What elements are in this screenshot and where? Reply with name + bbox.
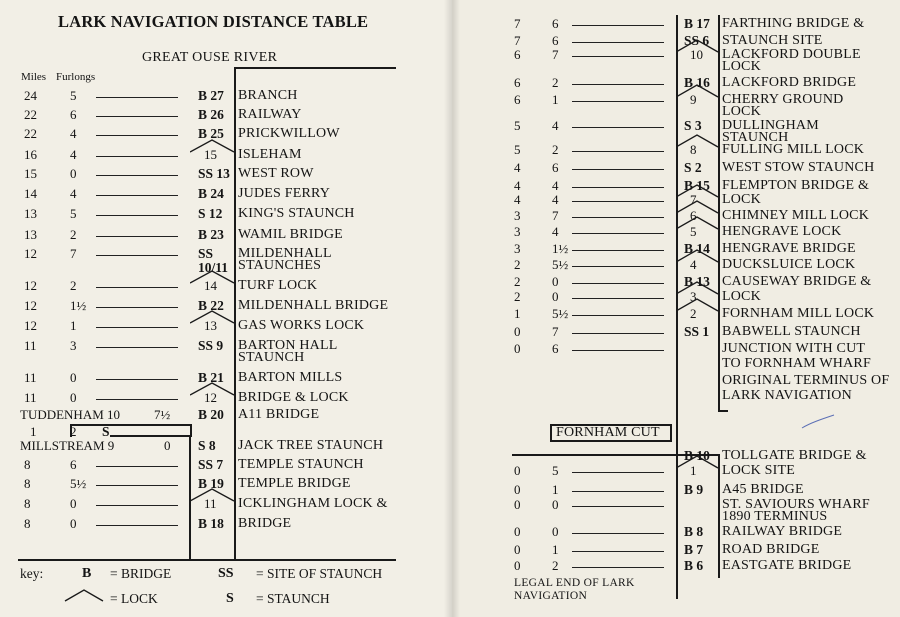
leader-line (96, 255, 178, 256)
lock-icon (676, 134, 720, 148)
miles-value: 11 (24, 370, 37, 385)
leader-line (96, 379, 178, 380)
miles-value: 14 (24, 186, 37, 201)
site-name: LARK NAVIGATION (722, 388, 852, 403)
site-name: EASTGATE BRIDGE (722, 558, 852, 573)
fornham-cut-vertical (718, 454, 720, 578)
site-name: BARTON HALL (238, 338, 338, 353)
leader-line (572, 491, 664, 492)
miles-value: 22 (24, 126, 37, 141)
site-name: ICKLINGHAM LOCK & (238, 496, 388, 511)
miles-value: 1 (30, 424, 37, 439)
site-code: B 8 (684, 524, 704, 539)
site-name: KING'S STAUNCH (238, 206, 355, 221)
leader-line (572, 350, 664, 351)
furlongs-value: 2 (552, 142, 559, 157)
leader-line (96, 236, 178, 237)
site-code: B 17 (684, 16, 710, 31)
leader-line (572, 84, 664, 85)
lock-icon (676, 281, 720, 295)
site-name: CHERRY GROUND (722, 92, 844, 107)
leader-line (572, 551, 664, 552)
site-code: S 8 (198, 438, 216, 453)
furlongs-value: 5 (70, 88, 77, 103)
furlongs-value: 0 (552, 274, 559, 289)
site-name: RAILWAY BRIDGE (722, 524, 843, 539)
site-code: SS 13 (198, 166, 230, 181)
leader-line (96, 505, 178, 506)
leader-line (572, 101, 664, 102)
site-code: SS 6 (684, 33, 710, 48)
site-name: ORIGINAL TERMINUS OF (722, 373, 890, 388)
site-name: TO FORNHAM WHARF (722, 356, 871, 371)
site-name: LACKFORD BRIDGE (722, 75, 857, 90)
miles-value: 8 (24, 476, 31, 491)
furlongs-value: 5 (552, 463, 559, 478)
furlongs-value: 1 (552, 542, 559, 557)
site-code: 1 (690, 463, 697, 478)
lock-icon (190, 488, 236, 502)
lock-icon (190, 310, 236, 324)
miles-value: 0 (514, 341, 521, 356)
site-name: BRANCH (238, 88, 298, 103)
leader-line (96, 156, 178, 157)
furlongs-value: 4 (552, 224, 559, 239)
furlongs-value: 6 (552, 33, 559, 48)
leader-line (572, 298, 664, 299)
site-code: B 9 (684, 482, 704, 497)
miles-value: 4 (514, 160, 521, 175)
site-name: ST. SAVIOURS WHARF (722, 497, 870, 512)
site-code: B 16 (684, 75, 710, 90)
site-name: FLEMPTON BRIDGE & (722, 178, 870, 193)
site-code: 15 (204, 147, 217, 162)
site-code: B 22 (198, 298, 224, 313)
site-name: JACK TREE STAUNCH (238, 438, 384, 453)
leader-line (96, 485, 178, 486)
furlongs-value: 0 (70, 516, 77, 531)
site-code: 3 (690, 289, 697, 304)
furlongs-value: 7 (552, 324, 559, 339)
furlongs-value: 0 (552, 497, 559, 512)
leader-line (96, 347, 178, 348)
leader-line (572, 42, 664, 43)
furlongs-value: 5½ (70, 476, 87, 491)
lock-icon (676, 184, 720, 198)
site-code: S 2 (684, 160, 702, 175)
furlongs-value: 3 (70, 338, 77, 353)
furlongs-value: 7 (552, 208, 559, 223)
furlongs-value: 7 (70, 246, 77, 261)
leader-line (96, 399, 178, 400)
site-code: 4 (690, 257, 697, 272)
site-name-line2: STAUNCHES (238, 258, 322, 273)
miles-value: 8 (24, 516, 31, 531)
miles-value: 16 (24, 147, 37, 162)
site-code: B 15 (684, 178, 710, 193)
miles-header: Miles (21, 71, 47, 83)
furlongs-value: 1 (552, 482, 559, 497)
key-staunch-code: S (226, 591, 234, 606)
site-name: HENGRAVE BRIDGE (722, 241, 856, 256)
miles-value: 0 (514, 558, 521, 573)
tuddenham-connector (70, 424, 192, 437)
leader-line (572, 533, 664, 534)
site-code: 11 (204, 496, 217, 511)
miles-value: 3 (514, 224, 521, 239)
leader-line (572, 567, 664, 568)
river-top-line (236, 67, 396, 69)
site-name: FULLING MILL LOCK (722, 142, 865, 157)
lock-icon (676, 39, 720, 53)
site-code: S 12 (198, 206, 223, 221)
lock-icon (676, 216, 720, 230)
site-code: 12 (204, 390, 217, 405)
furlongs-value: 4 (70, 126, 77, 141)
miles-value: 5 (514, 142, 521, 157)
leader-line (572, 315, 664, 316)
site-name: CHIMNEY MILL LOCK (722, 208, 870, 223)
furlongs-value: 2 (552, 75, 559, 90)
page-title: LARK NAVIGATION DISTANCE TABLE (58, 12, 369, 31)
leader-line (572, 283, 664, 284)
miles-value: 8 (24, 496, 31, 511)
furlongs-value: 0 (552, 289, 559, 304)
leader-line (572, 233, 664, 234)
miles-value: 12 (24, 278, 37, 293)
miles-value: 6 (514, 47, 521, 62)
miles-value: 3 (514, 208, 521, 223)
site-name: HENGRAVE LOCK (722, 224, 842, 239)
leader-line (96, 97, 178, 98)
furlongs-value: 4 (70, 186, 77, 201)
site-name: TURF LOCK (238, 278, 318, 293)
lock-icon (190, 382, 236, 396)
site-name: DUCKSLUICE LOCK (722, 257, 856, 272)
site-name: A11 BRIDGE (238, 407, 320, 422)
site-code: B 21 (198, 370, 224, 385)
miles-value: 8 (24, 457, 31, 472)
miles-value: 0 (514, 542, 521, 557)
miles-value: 0 (514, 497, 521, 512)
leader-line (96, 116, 178, 117)
miles-value: 13 (24, 227, 37, 242)
site-name: TOLLGATE BRIDGE & (722, 448, 867, 463)
miles-value: 11 (24, 338, 37, 353)
furlongs-value: 0 (70, 390, 77, 405)
site-code: 8 (690, 142, 697, 157)
site-name: ROAD BRIDGE (722, 542, 820, 557)
site-code: B 18 (198, 516, 224, 531)
lock-icon (676, 455, 720, 469)
leader-line (572, 217, 664, 218)
site-code: B 19 (198, 476, 224, 491)
furlongs-value: 5½ (552, 257, 569, 272)
furlongs-value: 4 (552, 178, 559, 193)
leader-line (96, 135, 178, 136)
leader-line (572, 25, 664, 26)
site-name-line2: 1890 TERMINUS (722, 509, 828, 524)
key-staunch-site-text: = SITE OF STAUNCH (256, 566, 383, 581)
site-name: RAILWAY (238, 107, 302, 122)
miles-value: 0 (514, 324, 521, 339)
furlongs-value: 5½ (552, 306, 569, 321)
pen-mark-icon (800, 413, 836, 431)
miles-value: MILLSTREAM 9 (20, 438, 115, 453)
leader-line (96, 287, 178, 288)
site-code: B 13 (684, 274, 710, 289)
site-name: MILDENHALL (238, 246, 332, 261)
site-code: SS 1 (684, 324, 710, 339)
leader-line (96, 175, 178, 176)
legal-end-line1: LEGAL END OF LARK (514, 577, 635, 589)
miles-value: 6 (514, 75, 521, 90)
leader-line (572, 56, 664, 57)
furlongs-value: 5 (70, 206, 77, 221)
site-code: SS 9 (198, 338, 224, 353)
miles-value: 24 (24, 88, 37, 103)
lock-icon (676, 249, 720, 263)
site-code: 2 (690, 306, 697, 321)
site-code: 5 (690, 224, 697, 239)
key-bridge-text: = BRIDGE (110, 566, 172, 581)
miles-value: 22 (24, 107, 37, 122)
site-code: SS (198, 246, 214, 261)
site-name: BRIDGE (238, 516, 292, 531)
lock-symbol-icon (64, 588, 104, 602)
leader-line (572, 250, 664, 251)
site-name: BABWELL STAUNCH (722, 324, 861, 339)
site-name-line2: STAUNCH (238, 350, 305, 365)
site-code: B 20 (198, 407, 224, 422)
leader-line (96, 466, 178, 467)
lock-icon (676, 298, 720, 312)
furlongs-value: 4 (552, 192, 559, 207)
leader-line (96, 195, 178, 196)
site-code: B 23 (198, 227, 224, 242)
site-code: 14 (204, 278, 217, 293)
furlongs-header: Furlongs (56, 71, 96, 83)
key-separator (18, 559, 396, 561)
furlongs-value: 6 (552, 160, 559, 175)
furlongs-value: 4 (552, 118, 559, 133)
miles-value: 4 (514, 178, 521, 193)
furlongs-value: 7 (552, 47, 559, 62)
site-code: B 14 (684, 241, 710, 256)
site-name: FARTHING BRIDGE & (722, 16, 865, 31)
leader-line (572, 169, 664, 170)
furlongs-value: 1½ (70, 298, 87, 313)
miles-value: 11 (24, 390, 37, 405)
miles-value: 6 (514, 92, 521, 107)
site-name: CAUSEWAY BRIDGE & (722, 274, 872, 289)
miles-value: 13 (24, 206, 37, 221)
miles-value: 4 (514, 192, 521, 207)
furlongs-value: 1½ (552, 241, 569, 256)
legal-end-line2: NAVIGATION (514, 590, 588, 602)
site-name: WEST ROW (238, 166, 314, 181)
site-code: B 25 (198, 126, 224, 141)
miles-value: 15 (24, 166, 37, 181)
key-bridge-code: B (82, 566, 92, 581)
miles-value: 12 (24, 246, 37, 261)
site-code: 7 (690, 192, 697, 207)
river-label: GREAT OUSE RIVER (142, 50, 278, 65)
furlongs-value: 6 (552, 341, 559, 356)
site-code: SS 7 (198, 457, 224, 472)
site-name: DULLINGHAM (722, 118, 819, 133)
site-code: B 7 (684, 542, 704, 557)
site-code: 13 (204, 318, 217, 333)
furlongs-value: 0 (70, 166, 77, 181)
site-code: S (102, 424, 110, 439)
site-name: GAS WORKS LOCK (238, 318, 365, 333)
site-code: 6 (690, 208, 697, 223)
site-name: WEST STOW STAUNCH (722, 160, 875, 175)
furlongs-value: 4 (70, 147, 77, 162)
site-name: JUDES FERRY (238, 186, 331, 201)
leader-line (96, 525, 178, 526)
key-staunch-text: = STAUNCH (256, 591, 330, 606)
furlongs-value: 6 (552, 16, 559, 31)
miles-value: 5 (514, 118, 521, 133)
miles-value: 12 (24, 298, 37, 313)
leader-line (96, 327, 178, 328)
miles-value: 7 (514, 33, 521, 48)
miles-value: 1 (514, 306, 521, 321)
site-name: LOCK (722, 192, 761, 207)
furlongs-value: 6 (70, 107, 77, 122)
leader-line (572, 187, 664, 188)
site-name-line2: LOCK (722, 59, 761, 74)
book-gutter (444, 0, 460, 617)
furlongs-value: 0 (164, 438, 171, 453)
lock-icon (676, 84, 720, 98)
leader-line (572, 201, 664, 202)
site-code-line2: 10/11 (198, 260, 229, 275)
furlongs-value: 0 (70, 496, 77, 511)
site-name: LACKFORD DOUBLE (722, 47, 861, 62)
site-name: STAUNCH SITE (722, 33, 823, 48)
leader-line (572, 127, 664, 128)
site-name: LOCK SITE (722, 463, 795, 478)
site-name: MILDENHALL BRIDGE (238, 298, 389, 313)
site-name: BARTON MILLS (238, 370, 343, 385)
site-name: LOCK (722, 289, 761, 304)
miles-value: 2 (514, 257, 521, 272)
leader-line (572, 472, 664, 473)
miles-value: 0 (514, 463, 521, 478)
fornham-cut-label: FORNHAM CUT (556, 425, 660, 440)
site-name-line2: STAUNCH (722, 130, 789, 145)
leader-line (96, 307, 178, 308)
site-name: FORNHAM MILL LOCK (722, 306, 875, 321)
miles-value: TUDDENHAM 10 (20, 407, 121, 422)
miles-value: 2 (514, 289, 521, 304)
lock-icon (676, 200, 720, 214)
furlongs-value: 2 (70, 227, 77, 242)
furlongs-value: 1 (552, 92, 559, 107)
site-code: B 27 (198, 88, 224, 103)
site-code: B 24 (198, 186, 224, 201)
leader-line (572, 333, 664, 334)
site-name: PRICKWILLOW (238, 126, 340, 141)
furlongs-value: 6 (70, 457, 77, 472)
leader-line (96, 215, 178, 216)
site-name: TEMPLE BRIDGE (238, 476, 351, 491)
furlongs-value: 7½ (154, 407, 171, 422)
furlongs-value: 0 (70, 370, 77, 385)
junction-tick (718, 410, 728, 412)
miles-value: 0 (514, 524, 521, 539)
key-lock-text: = LOCK (110, 591, 158, 606)
key-label: key: (20, 566, 44, 581)
site-name: TEMPLE STAUNCH (238, 457, 364, 472)
leader-line (572, 266, 664, 267)
key-staunch-site-code: SS (218, 566, 234, 581)
furlongs-value: 2 (552, 558, 559, 573)
site-code: S 3 (684, 118, 702, 133)
lock-icon (190, 270, 236, 284)
site-code: 10 (690, 47, 703, 62)
miles-value: 2 (514, 274, 521, 289)
miles-value: 0 (514, 482, 521, 497)
furlongs-value: 2 (70, 424, 77, 439)
site-name-line2: LOCK (722, 104, 761, 119)
site-code: 9 (690, 92, 697, 107)
site-name: A45 BRIDGE (722, 482, 804, 497)
site-code: B 10 (684, 448, 710, 463)
site-code: B 6 (684, 558, 704, 573)
leader-line (572, 151, 664, 152)
miles-value: 12 (24, 318, 37, 333)
furlongs-value: 0 (552, 524, 559, 539)
miles-value: 7 (514, 16, 521, 31)
site-name: ISLEHAM (238, 147, 302, 162)
site-code: B 26 (198, 107, 224, 122)
furlongs-value: 2 (70, 278, 77, 293)
site-name: JUNCTION WITH CUT (722, 341, 866, 356)
site-name: BRIDGE & LOCK (238, 390, 349, 405)
leader-line (572, 506, 664, 507)
furlongs-value: 1 (70, 318, 77, 333)
site-name: WAMIL BRIDGE (238, 227, 343, 242)
lock-icon (190, 139, 236, 153)
miles-value: 3 (514, 241, 521, 256)
